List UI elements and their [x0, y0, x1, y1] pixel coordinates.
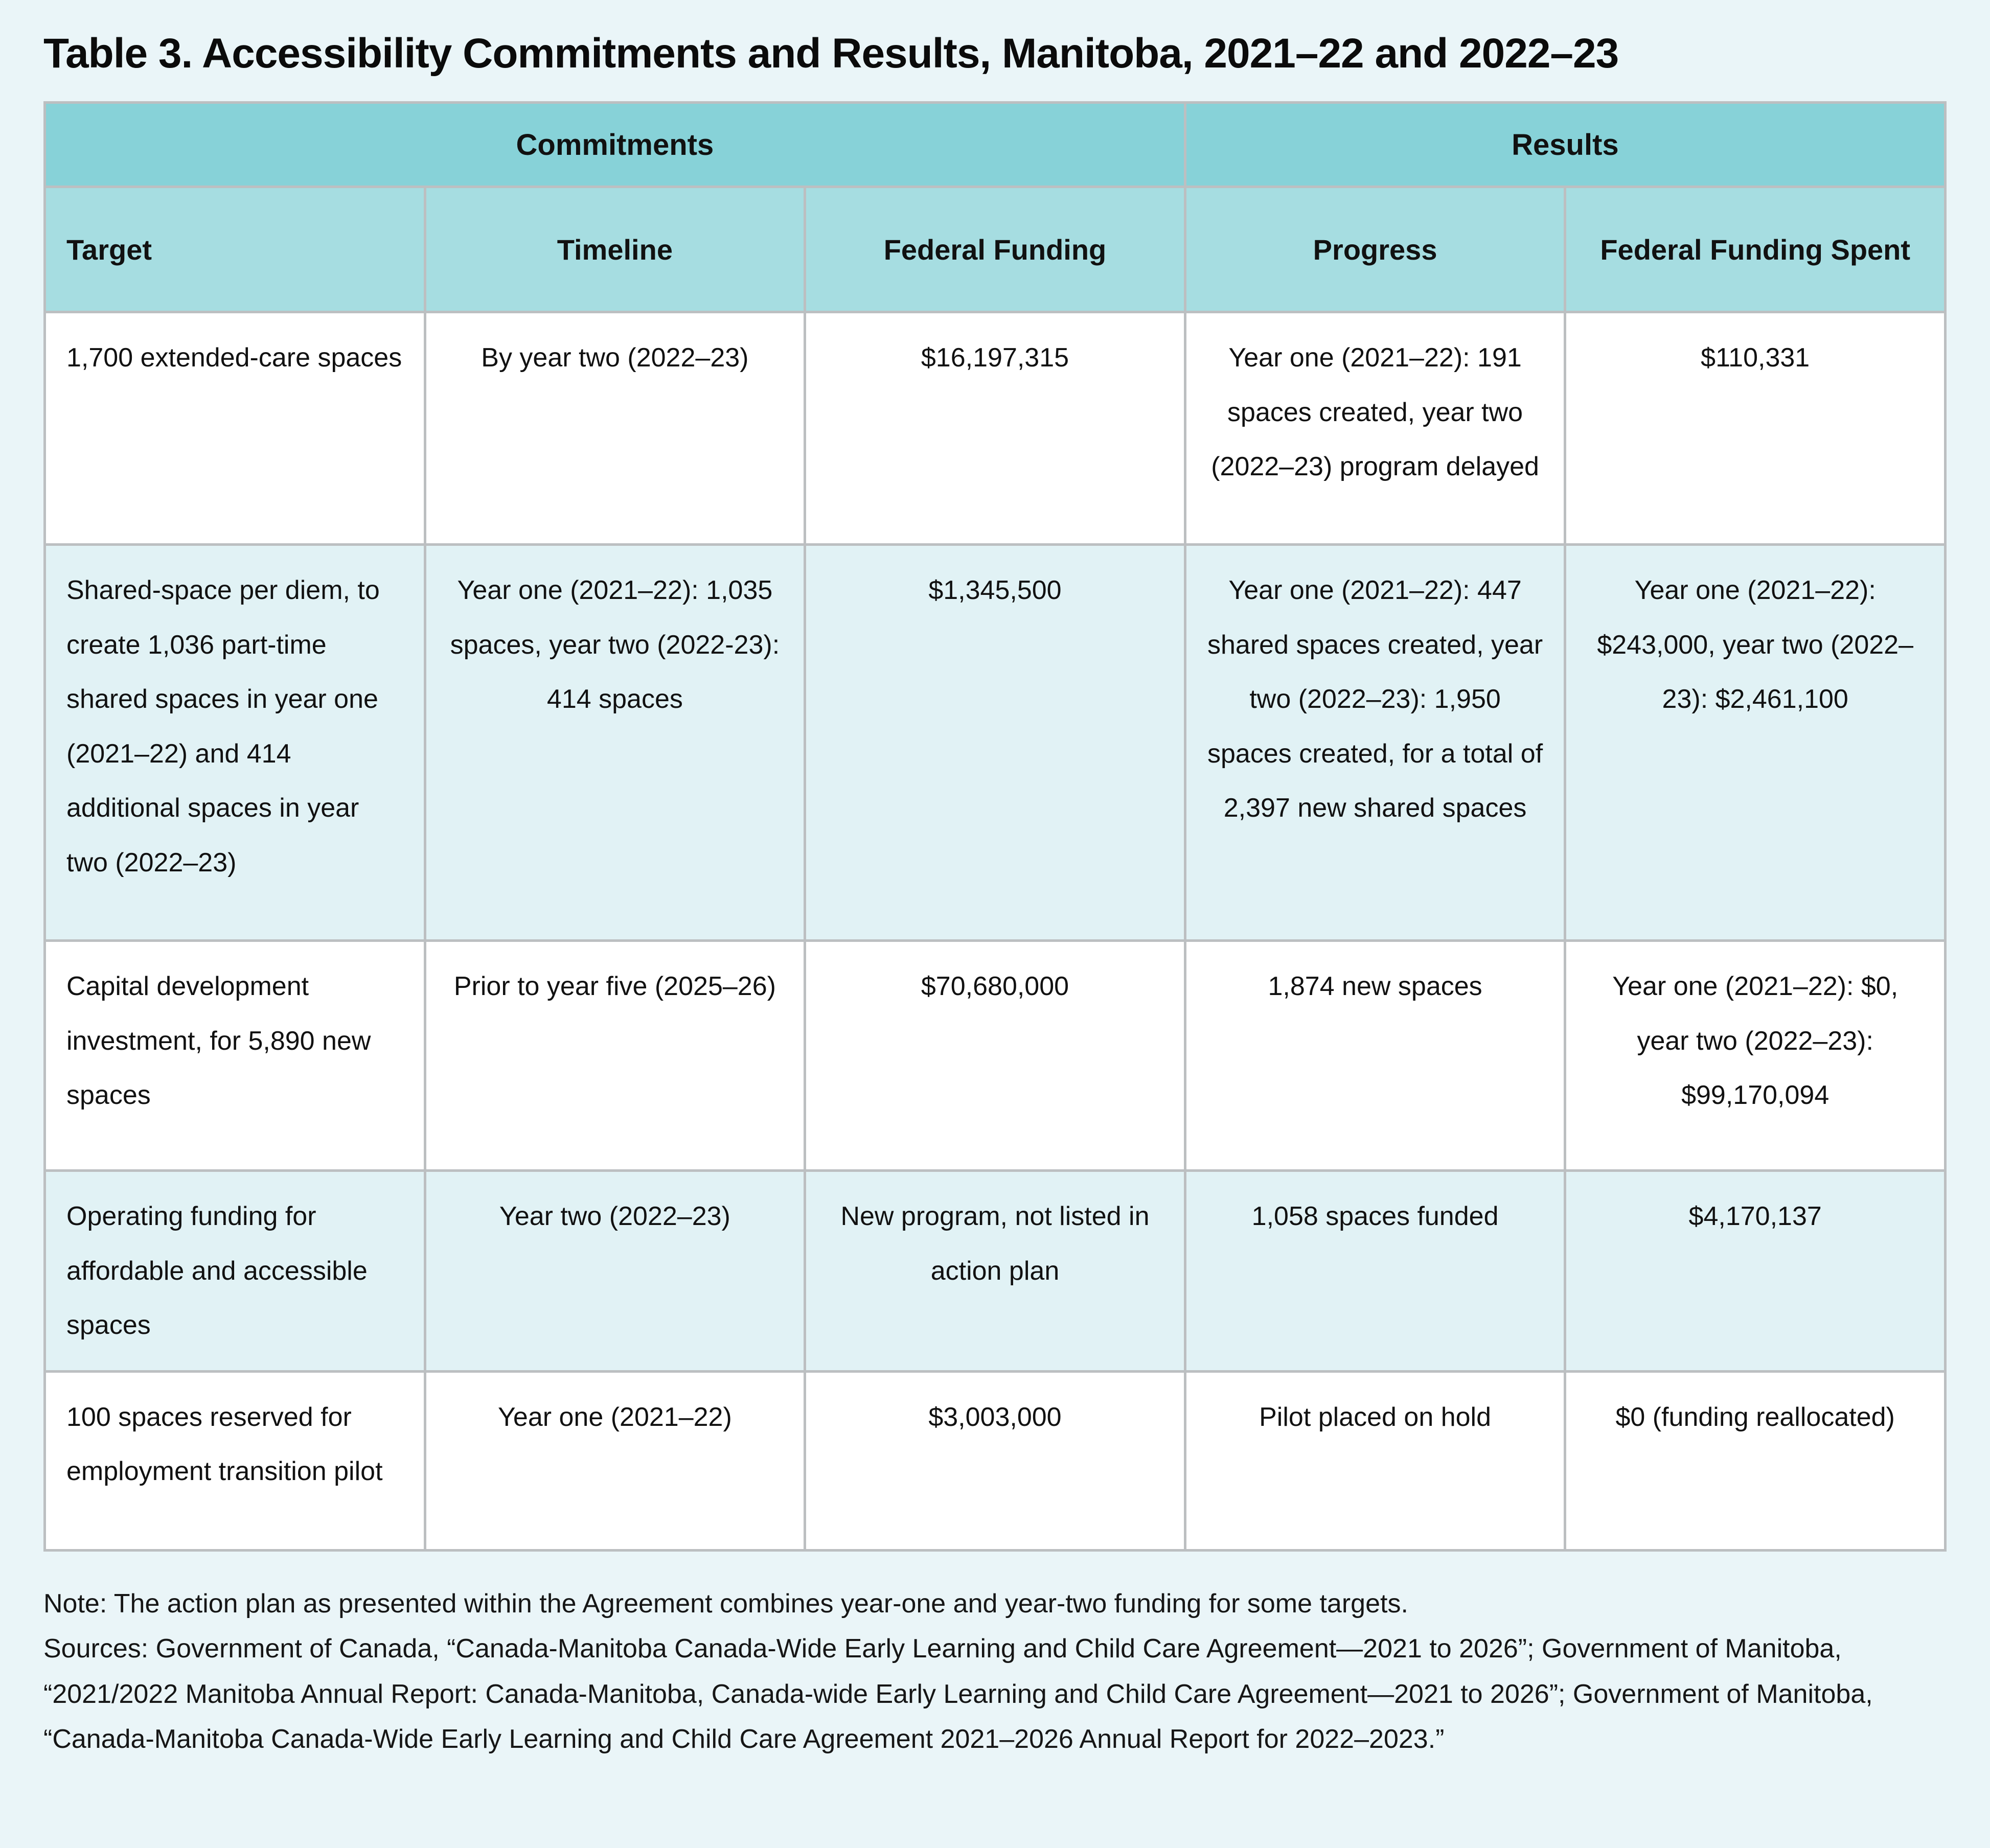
- group-header-row: [45, 103, 1946, 187]
- col-header-progress: Progress: [1185, 187, 1565, 312]
- cell-federal-funding: $70,680,000: [805, 941, 1185, 1171]
- col-header-federal-funding-spent: Federal Funding Spent: [1565, 187, 1946, 312]
- table-row: [45, 1171, 1946, 1372]
- cell-timeline: By year two (2022–23): [425, 312, 805, 545]
- cell-progress: 1,874 new spaces: [1185, 941, 1565, 1171]
- cell-federal-funding-spent: Year one (2021–22): $0, year two (2022–23): $99,170,094: [1565, 941, 1946, 1171]
- cell-federal-funding-spent: $0 (funding reallocated): [1565, 1371, 1946, 1550]
- cell-target: 100 spaces reserved for employment transition pilot: [45, 1371, 425, 1550]
- table-footnotes: [43, 1581, 1904, 1762]
- cell-target: 1,700 extended-care spaces: [45, 312, 425, 545]
- table-row: [45, 1371, 1946, 1550]
- cell-target: Shared-space per diem, to create 1,036 part-time shared spaces in year one (2021–22) and 414 additional spaces in year two (2022–23): [45, 545, 425, 941]
- cell-timeline: Year one (2021–22): [425, 1371, 805, 1550]
- cell-progress: Year one (2021–22): 447 shared spaces created, year two (2022–23): 1,950 spaces created, for a total of 2,397 new shared spaces: [1185, 545, 1565, 941]
- group-header-commitments: Commitments: [45, 103, 1185, 187]
- table-row: [45, 941, 1946, 1171]
- cell-progress: Pilot placed on hold: [1185, 1371, 1565, 1550]
- column-header-row: [45, 187, 1946, 312]
- cell-federal-funding-spent: $4,170,137: [1565, 1171, 1946, 1372]
- group-header-results: Results: [1185, 103, 1945, 187]
- cell-target: Capital development investment, for 5,890 new spaces: [45, 941, 425, 1171]
- cell-timeline: Prior to year five (2025–26): [425, 941, 805, 1171]
- accessibility-commitments-table: [43, 101, 1947, 1552]
- cell-federal-funding: $16,197,315: [805, 312, 1185, 545]
- table-row: [45, 545, 1946, 941]
- col-header-target: Target: [45, 187, 425, 312]
- col-header-timeline: Timeline: [425, 187, 805, 312]
- table-note: Note: The action plan as presented within the Agreement combines year-one and year-two funding for some targets.: [43, 1588, 1408, 1619]
- cell-target: Operating funding for affordable and accessible spaces: [45, 1171, 425, 1372]
- cell-timeline: Year one (2021–22): 1,035 spaces, year two (2022-23): 414 spaces: [425, 545, 805, 941]
- cell-timeline: Year two (2022–23): [425, 1171, 805, 1372]
- page-title: Table 3. Accessibility Commitments and Results, Manitoba, 2021–22 and 2022–23: [43, 30, 1619, 77]
- cell-progress: 1,058 spaces funded: [1185, 1171, 1565, 1372]
- cell-federal-funding-spent: Year one (2021–22): $243,000, year two (2022–23): $2,461,100: [1565, 545, 1946, 941]
- table-sources: Sources: Government of Canada, “Canada-Manitoba Canada-Wide Early Learning and Child Care Agreement—2021 to 2026”; Government of Manitoba, “2021/2022 Manitoba Annual Report: Canada-Manitoba, Canada-wide Early Learning and Child Care Agreement—2021 to 2026”; Government of Manitoba, “Canada-Manitoba Canada-Wide Early Learning and Child Care Agreement 2021–2026 Annual Report for 2022–2023.”: [43, 1634, 1873, 1754]
- cell-federal-funding: $1,345,500: [805, 545, 1185, 941]
- table-row: [45, 312, 1946, 545]
- cell-progress: Year one (2021–22): 191 spaces created, year two (2022–23) program delayed: [1185, 312, 1565, 545]
- cell-federal-funding-spent: $110,331: [1565, 312, 1946, 545]
- cell-federal-funding: $3,003,000: [805, 1371, 1185, 1550]
- col-header-federal-funding: Federal Funding: [805, 187, 1185, 312]
- cell-federal-funding: New program, not listed in action plan: [805, 1171, 1185, 1372]
